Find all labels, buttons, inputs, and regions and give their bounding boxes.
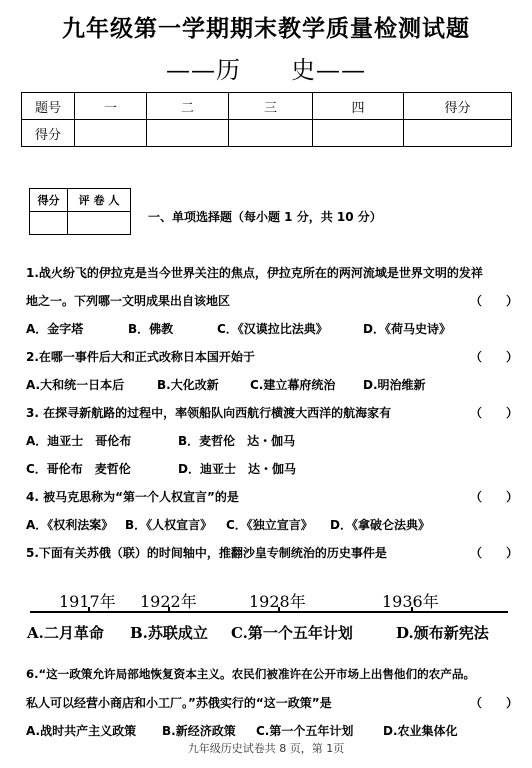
- option-d: D.农业集体化: [383, 724, 458, 738]
- option-b: B．麦哲伦 达・伽马: [178, 434, 296, 448]
- option-b: B．佛教: [128, 322, 174, 336]
- timeline-label: D.颁布新宪法: [396, 624, 489, 642]
- question-1-line2: 地之一。下列哪一文明成果出自该地区: [26, 294, 231, 308]
- score-cell: 得分: [22, 120, 75, 147]
- answer-paren[interactable]: （ ）: [470, 490, 519, 504]
- option-c: C．《汉谟拉比法典》: [217, 322, 328, 336]
- timeline-label: A.二月革命: [27, 624, 104, 642]
- timeline-label: C.第一个五年计划: [231, 624, 353, 642]
- option-a: A.大和统一日本后: [26, 378, 125, 392]
- grader-score-cell[interactable]: [30, 212, 68, 235]
- answer-paren[interactable]: （ ）: [470, 546, 519, 560]
- timeline-label: B.苏联成立: [130, 624, 208, 642]
- answer-paren[interactable]: （ ）: [470, 350, 519, 364]
- exam-subject: ——历 史——: [166, 56, 366, 84]
- grader-name-label: 评 卷 人: [68, 189, 131, 212]
- score-table-value-row: [22, 120, 512, 147]
- timeline-year: 1936年: [382, 592, 439, 611]
- option-a: A．迪亚士 哥伦布: [26, 434, 132, 448]
- score-cell: 四: [313, 93, 404, 120]
- score-input-cell[interactable]: [147, 120, 229, 147]
- option-b: B．《人权宣言》: [125, 518, 213, 532]
- question-4: 4. 被马克思称为“第一个人权宣言”的是: [26, 490, 239, 504]
- score-input-cell[interactable]: [404, 120, 512, 147]
- option-d: D．迪亚士 达・伽马: [178, 462, 296, 476]
- option-c: C．哥伦布 麦哲伦: [26, 462, 131, 476]
- score-cell: 二: [147, 93, 229, 120]
- question-6-line2: 私人可以经营小商店和小工厂。”苏俄实行的“这一政策”是: [26, 696, 332, 710]
- option-c: C.建立幕府统治: [250, 378, 336, 392]
- question-5: 5.下面有关苏俄（联）的时间轴中，推翻沙皇专制统治的历史事件是: [26, 546, 387, 560]
- timeline-year: 1917年: [59, 592, 116, 611]
- timeline-year: 1922年: [140, 592, 197, 611]
- score-cell: 题号: [22, 93, 75, 120]
- answer-paren[interactable]: （ ）: [470, 696, 519, 710]
- question-6-line1: 6.“这一政策允许局部地恢复资本主义。农民们被准许在公开市场上出售他们的农产品。: [26, 667, 476, 681]
- timeline-year: 1928年: [249, 592, 306, 611]
- option-b: B.大化改新: [157, 378, 219, 392]
- score-table-header-row: [22, 93, 512, 120]
- exam-title: 九年级第一学期期末教学质量检测试题: [62, 15, 470, 42]
- score-input-cell[interactable]: [75, 120, 147, 147]
- answer-paren[interactable]: （ ）: [470, 294, 519, 308]
- page-footer: 九年级历史试卷共 8 页，第 1页: [187, 742, 345, 755]
- grader-name-cell[interactable]: [68, 212, 131, 235]
- grader-box: [29, 188, 131, 235]
- grader-score-label: 得分: [30, 189, 68, 212]
- score-table: [21, 92, 512, 147]
- answer-paren[interactable]: （ ）: [470, 406, 519, 420]
- score-cell: 一: [75, 93, 147, 120]
- option-a: A.战时共产主义政策: [26, 724, 137, 738]
- option-d: D．《拿破仑法典》: [330, 518, 430, 532]
- option-c: C．《独立宣言》: [226, 518, 313, 532]
- score-cell: 三: [229, 93, 313, 120]
- score-input-cell[interactable]: [229, 120, 313, 147]
- option-a: A．金字塔: [26, 322, 84, 336]
- option-b: B.新经济政策: [162, 724, 236, 738]
- question-3: 3. 在探寻新航路的过程中，率领船队向西航行横渡大西洋的航海家有: [26, 406, 392, 420]
- question-2: 2.在哪一事件后大和正式改称日本国开始于: [26, 350, 255, 364]
- option-c: C.第一个五年计划: [256, 724, 354, 738]
- question-1-line1: 1.战火纷飞的伊拉克是当今世界关注的焦点，伊拉克所在的两河流域是世界文明的发祥: [26, 266, 483, 280]
- score-cell: 得分: [404, 93, 512, 120]
- option-a: A．《权利法案》: [26, 518, 114, 532]
- option-d: D.明治维新: [363, 378, 426, 392]
- option-d: D．《荷马史诗》: [363, 322, 451, 336]
- section-heading: 一、单项选择题（每小题 1 分，共 10 分）: [148, 210, 382, 224]
- score-input-cell[interactable]: [313, 120, 404, 147]
